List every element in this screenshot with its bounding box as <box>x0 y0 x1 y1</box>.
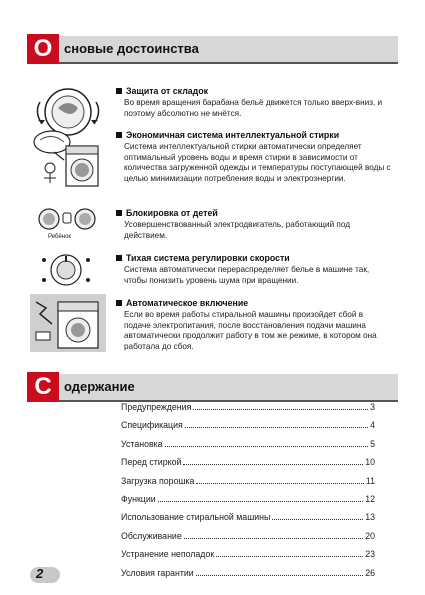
toc-entry-label: Предупреждения <box>121 402 192 412</box>
table-of-contents <box>121 402 375 586</box>
feature-description: Если во время работы стиральной машины произойдет сбой в подаче электропитания, после восстановления подачи машина автоматически продолжит работу в том же режиме, в котором она работала до сбоя. <box>124 310 377 351</box>
dot-leader <box>184 538 363 539</box>
feature-item <box>116 208 391 241</box>
toc-entry[interactable] <box>121 420 375 438</box>
bullet-square <box>116 210 122 216</box>
dot-leader <box>196 575 363 576</box>
feature-description: Система интеллектуальной стирки автоматически определяет оптимальный уровень воды и время стирки в зависимости от количества загруженной одежды и температуры поступающей воды с целью минимизации потребления воды и электроэнергии. <box>124 142 391 183</box>
toc-entry-page: 26 <box>365 567 375 578</box>
dot-leader <box>158 501 364 502</box>
feature-item <box>116 253 391 286</box>
toc-entry[interactable] <box>121 512 375 530</box>
feature-heading: Экономичная система интеллектуальной стирки <box>126 130 340 140</box>
bullet-square <box>116 88 122 94</box>
child-lock-icon-label: Ребёнок <box>48 234 72 240</box>
feature-heading: Защита от складок <box>126 86 209 96</box>
feature-description: Усовершенствованный электродвигатель, работающий под действием. <box>124 220 350 240</box>
section-title: сновые достоинства <box>64 41 199 56</box>
auto-restart-icon <box>28 292 108 354</box>
dot-leader <box>196 483 363 484</box>
toc-entry-label: Обслуживание <box>121 530 182 541</box>
toc-entry-page: 13 <box>365 512 375 523</box>
toc-entry-label: Функции <box>121 493 156 504</box>
toc-entry-page: 12 <box>365 493 375 504</box>
toc-entry-label: Установка <box>121 438 163 449</box>
feature-item <box>116 86 391 119</box>
feature-heading: Автоматическое включение <box>126 298 249 308</box>
feature-description: Во время вращения барабана бельё движется только вверх-вниз, и поэтому абсолютно не мнётся. <box>124 98 383 118</box>
page-number-badge <box>30 567 60 583</box>
dot-leader <box>216 556 363 557</box>
feature-item <box>116 298 391 352</box>
feature-heading: Блокировка от детей <box>126 208 218 218</box>
feature-heading: Тихая система регулировки скорости <box>126 253 290 263</box>
dot-leader <box>193 409 368 410</box>
toc-entry[interactable] <box>121 531 375 549</box>
dot-leader <box>165 446 369 447</box>
toc-entry-page: 4 <box>370 420 375 431</box>
page-number: 2 <box>36 566 44 581</box>
toc-entry-label: Загрузка порошка <box>121 475 195 486</box>
feature-description: Система автоматически перераспределяет белье в машине так, чтобы понизить уровень шума при вращении. <box>124 265 370 285</box>
dot-leader <box>185 427 368 428</box>
toc-entry[interactable] <box>121 439 375 457</box>
toc-entry-page: 23 <box>365 549 375 560</box>
toc-entry-label: Устранение неполадок <box>121 549 215 560</box>
child-lock-icon <box>36 206 98 236</box>
feature-item <box>116 130 391 184</box>
toc-entry-label: Использование стиральной машины <box>121 512 271 523</box>
bullet-square <box>116 132 122 138</box>
dot-leader <box>272 519 363 520</box>
toc-entry[interactable] <box>121 402 375 420</box>
features-section-header <box>27 36 398 64</box>
toc-entry-label: Условия гарантии <box>121 567 194 578</box>
toc-entry-page: 20 <box>365 530 375 541</box>
toc-entry[interactable] <box>121 476 375 494</box>
speed-control-icon <box>38 252 94 288</box>
washing-machine-load-icon <box>30 128 106 190</box>
toc-entry-label: Спецификация <box>121 420 183 431</box>
toc-entry[interactable] <box>121 457 375 475</box>
toc-entry-page: 11 <box>365 475 375 486</box>
toc-entry-label: Перед стиркой <box>121 457 182 468</box>
toc-entry[interactable] <box>121 568 375 586</box>
section-initial-letter: С <box>27 372 59 402</box>
bullet-square <box>116 300 122 306</box>
contents-section-header <box>27 374 398 402</box>
toc-entry[interactable] <box>121 549 375 567</box>
bullet-square <box>116 255 122 261</box>
toc-entry-page: 10 <box>365 457 375 468</box>
toc-entry-page: 3 <box>370 402 375 412</box>
toc-entry[interactable] <box>121 494 375 512</box>
section-initial-letter: О <box>27 34 59 64</box>
section-title: одержание <box>64 379 135 394</box>
toc-entry-page: 5 <box>370 438 375 449</box>
dot-leader <box>183 464 363 465</box>
